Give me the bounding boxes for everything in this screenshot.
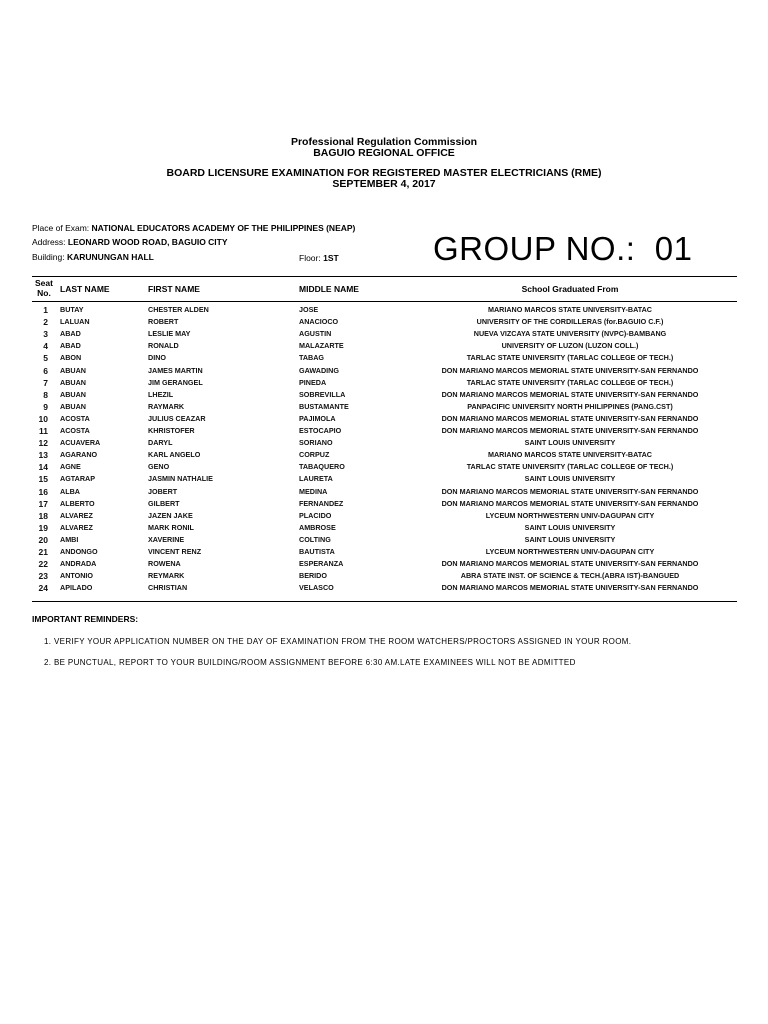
table-row [0, 461, 768, 473]
last-name-cell: ABAD [60, 341, 81, 351]
seat-cell: 9 [43, 401, 48, 412]
middle-name-cell: TABAQUERO [299, 462, 345, 472]
table-row [0, 377, 768, 389]
seat-cell: 16 [38, 486, 48, 497]
seat-cell: 18 [38, 510, 48, 521]
building [32, 252, 154, 262]
table-row [0, 328, 768, 340]
building-label: Building: [32, 252, 65, 262]
place-value: NATIONAL EDUCATORS ACADEMY OF THE PHILIPPINES (NEAP) [91, 223, 356, 233]
first-name-cell: GENO [148, 462, 170, 472]
table-row [0, 534, 768, 546]
first-name-cell: MARK RONIL [148, 522, 194, 532]
table-row [0, 522, 768, 534]
exam-title: BOARD LICENSURE EXAMINATION FOR REGISTERED MASTER ELECTRICIANS (RME) [166, 167, 602, 179]
last-name-cell: ANDRADA [60, 559, 97, 569]
middle-name-cell: PLACIDO [299, 510, 332, 520]
table-row [0, 340, 768, 352]
first-name-cell: GILBERT [148, 498, 180, 508]
address-value: LEONARD WOOD ROAD, BAGUIO CITY [67, 237, 228, 247]
school-cell: NUEVA VIZCAYA STATE UNIVERSITY (NVPC)-BAMBANG [473, 329, 667, 339]
first-name-cell: KARL ANGELO [148, 450, 201, 460]
school-cell: MARIANO MARCOS STATE UNIVERSITY-BATAC [488, 450, 652, 460]
last-name-cell: ABUAN [60, 377, 86, 387]
table-row [0, 413, 768, 425]
middle-name-cell: FERNANDEZ [299, 498, 344, 508]
table-top-rule [32, 276, 737, 277]
floor-value: 1ST [323, 253, 339, 263]
middle-name-cell: ESPERANZA [299, 559, 344, 569]
school-cell: TARLAC STATE UNIVERSITY (TARLAC COLLEGE OF TECH.) [466, 377, 674, 387]
seat-cell: 14 [38, 462, 48, 473]
first-name-cell: JAMES MARTIN [148, 365, 203, 375]
table-bottom-rule [32, 601, 737, 602]
table-row [0, 449, 768, 461]
first-name-cell: JOBERT [148, 486, 178, 496]
seat-cell: 19 [38, 522, 48, 533]
last-name-cell: AGNE [60, 462, 81, 472]
table-row [0, 352, 768, 364]
school-cell: SAINT LOUIS UNIVERSITY [524, 474, 616, 484]
seat-cell: 15 [38, 474, 48, 485]
last-name-cell: ACUAVERA [60, 438, 101, 448]
school-header: School Graduated From [521, 284, 619, 294]
table-row [0, 316, 768, 328]
seat-cell: 20 [38, 534, 48, 545]
last-name-cell: ABUAN [60, 365, 86, 375]
middle-name-cell: BAUTISTA [299, 547, 335, 556]
middle-name-cell: BERIDO [299, 571, 327, 581]
school-cell: MARIANO MARCOS STATE UNIVERSITY-BATAC [488, 305, 652, 314]
table-row [0, 570, 768, 582]
reminder-item-2: 2. BE PUNCTUAL, REPORT TO YOUR BUILDING/ROOM ASSIGNMENT BEFORE 6:30 AM.LATE EXAMINEES WILL NOT BE ADMITTED [44, 658, 576, 667]
middle-name-cell: MEDINA [299, 486, 328, 496]
table-header-rule [32, 301, 737, 302]
table-row [0, 582, 768, 594]
table-row [0, 401, 768, 413]
seat-header-line2: No. [37, 288, 51, 298]
seat-cell: 21 [38, 547, 48, 557]
first-name-cell: RONALD [148, 341, 179, 351]
school-cell: LYCEUM NORTHWESTERN UNIV-DAGUPAN CITY [485, 547, 655, 556]
seat-cell: 2 [43, 317, 48, 328]
seat-cell: 13 [38, 450, 48, 461]
last-name-cell: BUTAY [60, 305, 84, 314]
middle-name-cell: TABAG [299, 353, 325, 363]
first-name-cell: CHESTER ALDEN [148, 305, 209, 314]
table-row [0, 304, 768, 316]
last-name-cell: ABUAN [60, 389, 86, 399]
seat-cell: 10 [38, 413, 48, 424]
address-label: Address: [32, 237, 66, 247]
reminder-item-1: 1. VERIFY YOUR APPLICATION NUMBER ON THE DAY OF EXAMINATION FROM THE ROOM WATCHERS/PROCTORS ASSIGNED IN YOUR ROOM. [44, 637, 632, 646]
group-number-heading [433, 230, 692, 268]
middle-name-cell: SORIANO [299, 438, 333, 448]
first-name-cell: DARYL [148, 438, 173, 448]
last-name-cell: ALVAREZ [60, 510, 93, 520]
first-name-header: FIRST NAME [148, 284, 200, 294]
table-row [0, 473, 768, 485]
first-name-cell: XAVERINE [148, 534, 185, 544]
middle-name-header: MIDDLE NAME [299, 284, 359, 294]
first-name-cell: JULIUS CEAZAR [148, 413, 206, 423]
middle-name-cell: VELASCO [299, 583, 334, 593]
last-name-cell: LALUAN [60, 317, 90, 327]
first-name-cell: DINO [148, 353, 166, 363]
first-name-cell: KHRISTOFER [148, 426, 195, 435]
school-cell: LYCEUM NORTHWESTERN UNIV-DAGUPAN CITY [485, 510, 655, 520]
school-cell: SAINT LOUIS UNIVERSITY [524, 534, 616, 544]
last-name-cell: ALBERTO [60, 498, 95, 508]
seat-cell: 5 [43, 353, 48, 364]
first-name-cell: JASMIN NATHALIE [148, 474, 213, 484]
school-cell: DON MARIANO MARCOS MEMORIAL STATE UNIVERSITY-SAN FERNANDO [441, 583, 699, 593]
floor-label: Floor: [299, 253, 321, 263]
seat-cell: 6 [43, 365, 48, 376]
seat-cell: 1 [43, 305, 48, 315]
last-name-cell: AGTARAP [60, 474, 96, 484]
place-of-exam [32, 223, 355, 233]
first-name-cell: JAZEN JAKE [148, 510, 193, 520]
middle-name-cell: PINEDA [299, 377, 327, 387]
school-cell: SAINT LOUIS UNIVERSITY [524, 522, 616, 532]
school-cell: DON MARIANO MARCOS MEMORIAL STATE UNIVERSITY-SAN FERNANDO [441, 413, 699, 423]
last-name-cell: ABUAN [60, 401, 86, 411]
last-name-cell: ALVAREZ [60, 522, 93, 532]
seat-header [35, 278, 53, 298]
seat-header-line1: Seat [35, 278, 53, 288]
middle-name-cell: SOBREVILLA [299, 389, 346, 399]
table-row [0, 365, 768, 377]
exam-date: SEPTEMBER 4, 2017 [332, 178, 436, 190]
first-name-cell: ROWENA [148, 559, 181, 569]
commission-name: Professional Regulation Commission [290, 136, 478, 148]
group-number: 01 [654, 230, 693, 267]
school-cell: PANPACIFIC UNIVERSITY NORTH PHILIPPINES (PANG.CST) [467, 401, 673, 411]
table-row [0, 510, 768, 522]
school-cell: DON MARIANO MARCOS MEMORIAL STATE UNIVERSITY-SAN FERNANDO [441, 389, 699, 399]
middle-name-cell: PAJIMOLA [299, 413, 336, 423]
middle-name-cell: MALAZARTE [299, 341, 344, 351]
seat-cell: 8 [43, 389, 48, 400]
school-cell: UNIVERSITY OF LUZON (LUZON COLL.) [501, 341, 639, 351]
first-name-cell: RAYMARK [148, 401, 185, 411]
school-cell: DON MARIANO MARCOS MEMORIAL STATE UNIVERSITY-SAN FERNANDO [441, 498, 699, 508]
place-label: Place of Exam: [32, 223, 90, 233]
middle-name-cell: LAURETA [299, 474, 333, 484]
seat-cell: 11 [39, 426, 48, 436]
table-row [0, 389, 768, 401]
school-cell: DON MARIANO MARCOS MEMORIAL STATE UNIVERSITY-SAN FERNANDO [441, 365, 699, 375]
seat-cell: 24 [38, 583, 48, 594]
first-name-cell: VINCENT RENZ [148, 547, 202, 556]
table-row [0, 425, 768, 437]
last-name-cell: ABON [60, 353, 82, 363]
last-name-cell: APILADO [60, 583, 93, 593]
table-row [0, 498, 768, 510]
seat-cell: 7 [43, 377, 48, 388]
middle-name-cell: CORPUZ [299, 450, 330, 460]
table-row [0, 437, 768, 449]
seat-cell: 4 [43, 341, 48, 352]
middle-name-cell: COLTING [299, 534, 331, 544]
last-name-cell: AGARANO [60, 450, 98, 460]
last-name-cell: ACOSTA [60, 413, 90, 423]
school-cell: SAINT LOUIS UNIVERSITY [524, 438, 616, 448]
seat-cell: 12 [38, 438, 48, 449]
middle-name-cell: JOSE [299, 305, 319, 314]
school-cell: TARLAC STATE UNIVERSITY (TARLAC COLLEGE OF TECH.) [466, 353, 674, 363]
last-name-cell: ABAD [60, 329, 81, 339]
last-name-header: LAST NAME [60, 284, 110, 294]
address [32, 237, 228, 247]
floor [299, 253, 339, 263]
regional-office: BAGUIO REGIONAL OFFICE [313, 147, 455, 159]
seat-cell: 3 [43, 329, 48, 340]
table-row [0, 558, 768, 570]
first-name-cell: CHRISTIAN [148, 583, 188, 593]
school-cell: ABRA STATE INST. OF SCIENCE & TECH.(ABRA IST)-BANGUED [460, 571, 680, 581]
table-row [0, 486, 768, 498]
middle-name-cell: GAWADING [299, 365, 339, 375]
seat-cell: 17 [38, 498, 48, 509]
seat-cell: 23 [38, 571, 48, 582]
building-value: KARUNUNGAN HALL [66, 252, 154, 262]
table-row [0, 546, 768, 558]
seat-cell: 22 [38, 559, 48, 570]
school-cell: DON MARIANO MARCOS MEMORIAL STATE UNIVERSITY-SAN FERNANDO [441, 559, 699, 569]
middle-name-cell: ANACIOCO [299, 317, 339, 327]
school-cell: DON MARIANO MARCOS MEMORIAL STATE UNIVERSITY-SAN FERNANDO [441, 486, 699, 496]
reminders-title: IMPORTANT REMINDERS: [32, 614, 139, 624]
last-name-cell: ALBA [60, 486, 80, 496]
first-name-cell: ROBERT [148, 317, 179, 327]
middle-name-cell: AMBROSE [299, 522, 336, 532]
middle-name-cell: ESTOCAPIO [299, 426, 342, 435]
last-name-cell: AMBI [60, 534, 79, 544]
last-name-cell: ANDONGO [60, 547, 98, 556]
last-name-cell: ACOSTA [60, 426, 90, 435]
first-name-cell: JIM GERANGEL [148, 377, 203, 387]
school-cell: DON MARIANO MARCOS MEMORIAL STATE UNIVERSITY-SAN FERNANDO [441, 426, 699, 435]
school-cell: TARLAC STATE UNIVERSITY (TARLAC COLLEGE OF TECH.) [466, 462, 674, 472]
first-name-cell: LESLIE MAY [148, 329, 191, 339]
school-cell: UNIVERSITY OF THE CORDILLERAS (for.BAGUIO C.F.) [476, 317, 664, 327]
middle-name-cell: AGUSTIN [299, 329, 332, 339]
group-label: GROUP NO.: [433, 230, 636, 267]
middle-name-cell: BUSTAMANTE [299, 401, 349, 411]
first-name-cell: LHEZIL [148, 389, 174, 399]
first-name-cell: REYMARK [148, 571, 185, 581]
last-name-cell: ANTONIO [60, 571, 94, 581]
